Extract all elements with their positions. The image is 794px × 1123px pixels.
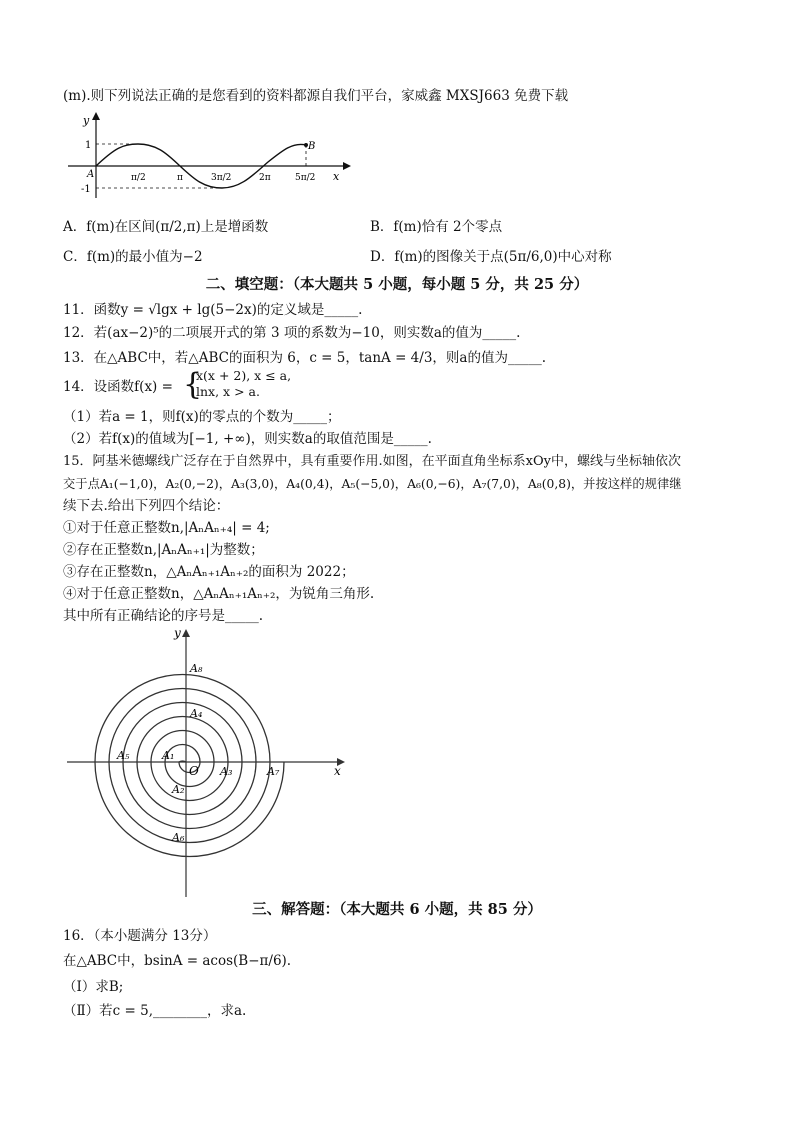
spiral-label-a1: A₁ — [162, 749, 175, 762]
section3-heading: 三、解答题：（本大题共 6 小题，共 85 分） — [252, 901, 542, 918]
spiral-label-a4: A₄ — [190, 707, 203, 720]
function-graph — [63, 110, 363, 200]
question-15-line2: 交于点A₁(−1,0)，A₂(0,−2)，A₃(3,0)，A₄(0,4)，A₅(−5,0)，A₆(0,−6)，A₇(7,0)，A₈(0,8)，并按这样的规律继 — [63, 477, 682, 491]
graph-xtick-pi2: π/2 — [131, 173, 146, 183]
question-14-part2: （2）若f(x)的值域为[−1, +∞)，则实数a的取值范围是_____. — [63, 431, 432, 447]
graph-b-label: B — [308, 141, 316, 152]
question-15-claim2: ②存在正整数n,|AₙAₙ₊₁|为整数； — [63, 542, 264, 558]
graph-xtick-pi: π — [177, 173, 183, 183]
question-14-case1: x(x + 2), x ≤ a, — [196, 368, 292, 383]
choice-c: C．f(m)的最小值为−2 — [63, 249, 203, 265]
question-13: 13．在△ABC中，若△ABC的面积为 6，c = 5，tanA = 4/3，则a的值为_____. — [63, 350, 546, 366]
question-16-head: 16．（本小题满分 13分） — [63, 928, 217, 944]
spiral-label-a6: A₆ — [172, 831, 185, 844]
spiral-x-label: x — [334, 764, 341, 778]
spiral-y-arrow — [182, 629, 190, 637]
question-14-part1: （1）若a = 1，则f(x)的零点的个数为_____； — [63, 409, 341, 425]
spiral-y-label: y — [174, 626, 181, 640]
question-11: 11．函数y = √lgx + lg(5−2x)的定义域是_____. — [63, 302, 363, 318]
graph-x-arrow — [343, 162, 351, 170]
choice-d: D．f(m)的图像关于点(5π/6,0)中心对称 — [370, 249, 612, 265]
spiral-label-a8: A₈ — [190, 662, 203, 675]
graph-xtick-3pi2: 3π/2 — [211, 173, 232, 183]
question-14-case2: lnx, x > a. — [196, 384, 260, 399]
question-15-claim1: ①对于任意正整数n,|AₙAₙ₊₄| = 4; — [63, 520, 270, 536]
question-15-line1: 15．阿基米德螺线广泛存在于自然界中，具有重要作用.如图，在平面直角坐标系xOy中，螺线与坐标轴依次 — [63, 454, 682, 469]
question-16-part1: （Ⅰ）求B; — [63, 979, 124, 995]
question-12: 12．若(ax−2)⁵的二项展开式的第 3 项的系数为−10，则实数a的值为_____. — [63, 325, 521, 341]
spiral-label-a5: A₅ — [117, 749, 130, 762]
spiral-label-a2: A₂ — [172, 783, 185, 796]
choice-b: B．f(m)恰有 2个零点 — [370, 219, 503, 235]
question-15-line3: 续下去.给出下列四个结论： — [63, 498, 230, 514]
question-16-part2: （Ⅱ）若c = 5,________，求a. — [63, 1003, 247, 1019]
graph-y-label: y — [83, 114, 90, 127]
graph-x-label: x — [333, 170, 340, 183]
choice-a: A．f(m)在区间(π/2,π)上是增函数 — [63, 219, 269, 235]
spiral-figure — [62, 625, 352, 900]
graph-ytick-minus1: -1 — [81, 184, 91, 195]
question-15-claim4: ④对于任意正整数n，△AₙAₙ₊₁Aₙ₊₂，为锐角三角形. — [63, 586, 375, 602]
graph-y-arrow — [92, 112, 100, 120]
section2-heading: 二、填空题：（本大题共 5 小题，每小题 5 分，共 25 分） — [205, 276, 589, 293]
spiral-label-a3: A₃ — [220, 765, 233, 778]
question-14-head: 14．设函数f(x) = — [63, 379, 173, 395]
question-14-brace: { — [183, 367, 203, 402]
spiral-origin-label: O — [189, 764, 199, 778]
graph-ytick-1: 1 — [85, 140, 92, 151]
spiral-label-a7: A₇ — [267, 765, 280, 778]
question-15-claim3: ③存在正整数n，△AₙAₙ₊₁Aₙ₊₂的面积为 2022； — [63, 564, 355, 580]
question-15-ask: 其中所有正确结论的序号是_____. — [63, 608, 264, 624]
intro-line: (m).则下列说法正确的是您看到的资料都源自我们平台，家威鑫 MXSJ663 免费下载 — [63, 88, 569, 104]
graph-xtick-5pi2: 5π/2 — [295, 173, 316, 183]
graph-origin-label: A — [87, 169, 95, 180]
question-16-stem: 在△ABC中，bsinA = acos(B−π/6). — [63, 953, 292, 969]
graph-xtick-2pi: 2π — [259, 173, 271, 183]
